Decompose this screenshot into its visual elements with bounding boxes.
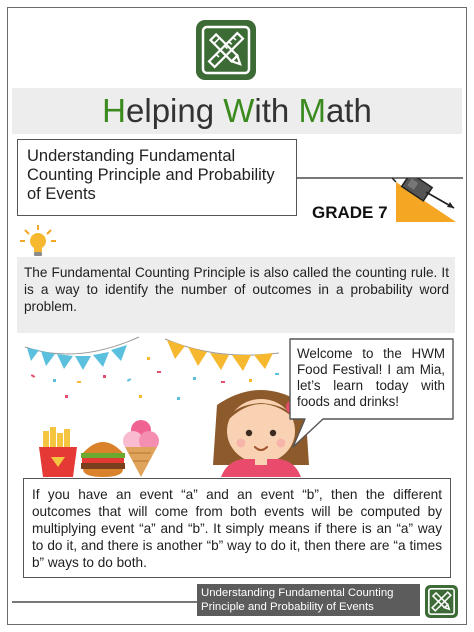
brand-title-part: M (298, 92, 326, 129)
footer-title: Understanding Fundamental Counting Principle and Probability of Events (201, 587, 394, 613)
grade-label: GRADE 7 (312, 203, 388, 222)
footer-title-box (197, 584, 420, 616)
brand-title-part: elping (126, 92, 224, 129)
brand-title-part: ath (325, 92, 372, 129)
main-text: If you have an event “a” and an event “b”, then the different outcomes that will come from both events will be computed by multiplying event “a” and “b”. It simply means if there is an “a” way to do it, and there is another “b” way to do it, then there are “a times b” ways to do both. (32, 487, 442, 570)
main-text-box (23, 478, 451, 578)
lightbulb-icon (17, 224, 59, 260)
inclined-plane-icon (392, 178, 462, 226)
brand-title (0, 88, 474, 134)
intro-text: The Fundamental Counting Principle is also called the counting rule. It is a way to identify the number of outcomes in a probability word problem. (24, 265, 449, 314)
brand-title-part: H (102, 92, 127, 129)
topic-title: Understanding Fundamental Counting Principle and Probability of Events (27, 147, 275, 203)
hwm-logo (196, 20, 256, 80)
ruler-pencil-icon (425, 585, 458, 618)
brand-title-part: ith (254, 92, 299, 129)
brand-title-part: W (223, 92, 255, 129)
ruler-pencil-icon (196, 20, 256, 80)
footer-logo (425, 585, 458, 618)
speech-bubble-text: Welcome to the HWM Food Festival! I am Mia, let’s learn today with foods and drinks! (297, 346, 445, 409)
footer-divider-line (12, 601, 197, 603)
topic-title-box (17, 139, 297, 216)
